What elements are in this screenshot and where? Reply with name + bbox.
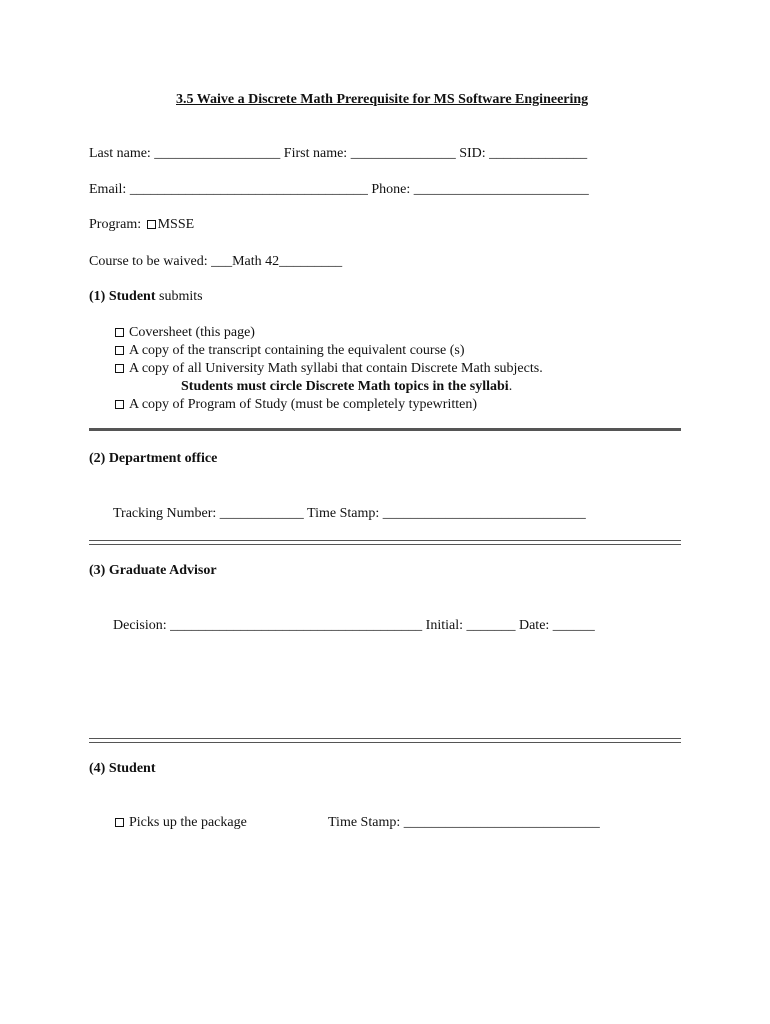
- s1-item-syllabi: [115, 360, 543, 378]
- section2-heading: (2) Department office: [89, 451, 218, 466]
- pickup-item: [115, 814, 247, 832]
- checkbox[interactable]: [115, 346, 124, 355]
- program-option: MSSE: [157, 217, 195, 232]
- checkbox[interactable]: [115, 364, 124, 373]
- course-value: ___Math 42_________: [211, 254, 343, 269]
- s1-note-end: .: [508, 379, 513, 394]
- divider: [89, 544, 681, 545]
- section1-heading-bold: (1) Student: [89, 289, 156, 304]
- s1-item-label: A copy of the transcript containing the equivalent course (s): [129, 343, 465, 358]
- s1-item-program-study: [115, 396, 477, 414]
- s1-item-transcript: [115, 342, 465, 360]
- decision-line: Decision: ____________________________________ Initial: _______ Date: ______: [113, 618, 595, 633]
- course-row: [89, 253, 342, 271]
- section1-heading-rest: submits: [155, 289, 203, 304]
- s1-note-bold: Students must circle Discrete Math topics in the syllabi: [181, 379, 509, 394]
- s1-item-label: Coversheet (this page): [129, 325, 255, 340]
- tracking-timestamp-line: Tracking Number: ____________ Time Stamp: _____________________________: [113, 506, 586, 521]
- divider: [89, 428, 681, 431]
- s1-item-label: A copy of all University Math syllabi that contain Discrete Math subjects.: [129, 361, 543, 376]
- section1-heading: [89, 288, 203, 306]
- section4-heading: (4) Student: [89, 761, 156, 776]
- checkbox[interactable]: [115, 818, 124, 827]
- divider: [89, 540, 681, 541]
- name-sid-line: Last name: __________________ First name: _______________ SID: ______________: [89, 146, 588, 161]
- s1-item-coversheet: [115, 324, 255, 342]
- program-label: Program:: [89, 217, 145, 232]
- checkbox[interactable]: [115, 400, 124, 409]
- course-label: Course to be waived:: [89, 254, 212, 269]
- pickup-label: Picks up the package: [129, 815, 247, 830]
- section3-heading: (3) Graduate Advisor: [89, 563, 217, 578]
- msse-checkbox[interactable]: [147, 220, 156, 229]
- divider: [89, 738, 681, 739]
- email-phone-line: Email: __________________________________ Phone: _________________________: [89, 182, 589, 197]
- program-row: [89, 216, 194, 234]
- divider: [89, 742, 681, 743]
- s1-note: [181, 378, 512, 396]
- checkbox[interactable]: [115, 328, 124, 337]
- s1-item-label: A copy of Program of Study (must be completely typewritten): [129, 397, 477, 412]
- pickup-timestamp: Time Stamp: ____________________________: [328, 815, 600, 830]
- form-title: 3.5 Waive a Discrete Math Prerequisite for MS Software Engineering: [176, 92, 589, 107]
